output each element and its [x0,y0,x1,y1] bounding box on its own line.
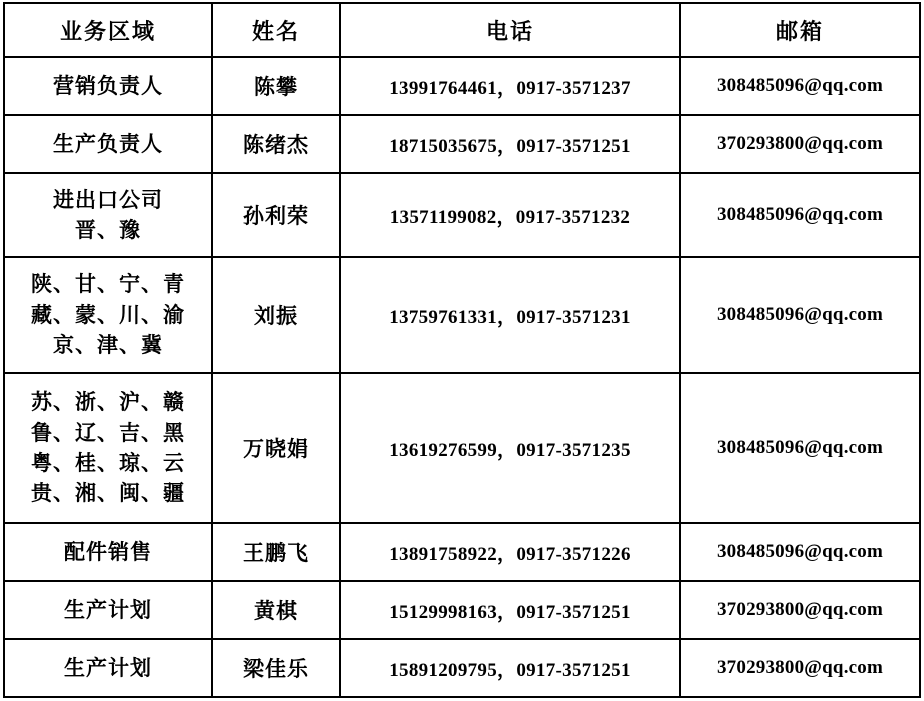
cell-name: 陈攀 [212,57,340,115]
column-header-area: 业务区域 [4,3,212,57]
area-lines [5,269,211,360]
area-line: 京、津、冀 [53,333,163,358]
area-line: 藏、蒙、川、渝 [31,302,185,327]
column-header-phone: 电话 [340,3,680,57]
area-line: 生产计划 [64,597,152,622]
table-row [4,639,920,697]
cell-phone: 15129998163，0917-3571251 [340,581,680,639]
cell-area [4,581,212,639]
cell-phone: 13759761331，0917-3571231 [340,257,680,373]
cell-email: 370293800@qq.com [680,639,920,697]
table-row [4,115,920,173]
area-line: 生产负责人 [53,131,163,156]
area-line: 鲁、辽、吉、黑 [31,420,185,445]
cell-email: 308485096@qq.com [680,257,920,373]
cell-phone: 13571199082，0917-3571232 [340,173,680,257]
cell-area [4,639,212,697]
cell-phone: 15891209795，0917-3571251 [340,639,680,697]
cell-name: 万晓娟 [212,373,340,523]
column-header-email: 邮箱 [680,3,920,57]
table-row [4,523,920,581]
cell-email: 308485096@qq.com [680,523,920,581]
area-line: 配件销售 [64,539,152,564]
area-line: 陕、甘、宁、青 [31,272,185,297]
area-line: 粤、桂、琼、云 [31,451,185,475]
cell-email: 308485096@qq.com [680,57,920,115]
cell-phone: 13891758922，0917-3571226 [340,523,680,581]
table-body [4,57,920,697]
table-row [4,57,920,115]
area-line: 晋、豫 [75,218,141,242]
area-line: 苏、浙、沪、赣 [31,390,185,415]
table-row [4,173,920,257]
area-line: 生产计划 [64,655,152,680]
cell-phone: 13619276599，0917-3571235 [340,373,680,523]
area-line: 贵、湘、闽、疆 [31,481,185,506]
table-header-row [4,3,920,57]
area-line: 进出口公司 [53,187,163,212]
cell-name: 王鹏飞 [212,523,340,581]
area-lines [5,129,211,159]
area-lines [5,537,211,567]
cell-name: 孙利荣 [212,173,340,257]
cell-name: 黄棋 [212,581,340,639]
table-header [4,3,920,57]
cell-email: 370293800@qq.com [680,581,920,639]
area-lines [5,595,211,625]
cell-area [4,257,212,373]
area-lines [5,387,211,509]
cell-name: 陈绪杰 [212,115,340,173]
cell-phone: 13991764461，0917-3571237 [340,57,680,115]
cell-area [4,373,212,523]
table-row [4,373,920,523]
cell-area [4,173,212,257]
cell-name: 刘振 [212,257,340,373]
cell-area [4,115,212,173]
cell-area [4,523,212,581]
table-row [4,257,920,373]
column-header-name: 姓名 [212,3,340,57]
cell-email: 370293800@qq.com [680,115,920,173]
cell-email: 308485096@qq.com [680,373,920,523]
cell-name: 梁佳乐 [212,639,340,697]
area-line: 营销负责人 [53,73,163,98]
cell-area [4,57,212,115]
contact-table [3,2,921,698]
area-lines [5,185,211,246]
area-lines [5,653,211,683]
area-lines [5,71,211,101]
table-row [4,581,920,639]
cell-phone: 18715035675，0917-3571251 [340,115,680,173]
cell-email: 308485096@qq.com [680,173,920,257]
